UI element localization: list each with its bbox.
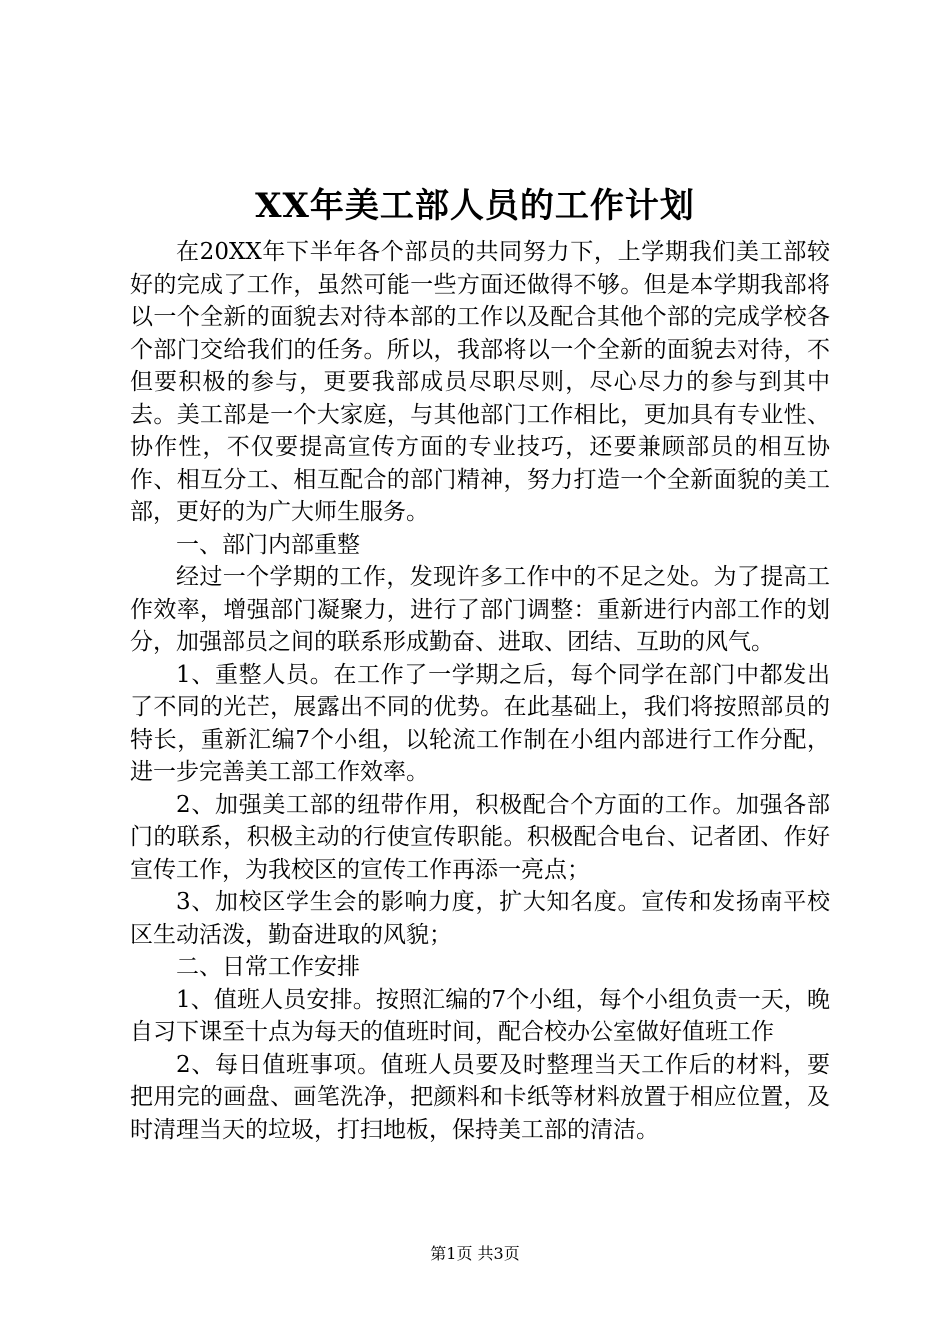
section-heading-2: 二、日常工作安排 bbox=[176, 954, 360, 980]
page-number-footer: 第1页 共3页 bbox=[430, 1244, 520, 1263]
intro-paragraph: 在20XX年下半年各个部员的共同努力下，上学期我们美工部较好的完成了工作，虽然可能一些方面还做得不够。但是本学期我部将以一个全新的面貌去对待本部的工作以及配合其他个部的完成学校各个部门交给我们的任务。所以，我部将以一个全新的面貌去对待，不但要积极的参与，更要我部成员尽职尽则，尽心尽力的参与到其中去。美工部是一个大家庭，与其他部门工作相比，更加具有专业性、协作性，不仅要提高宣传方面的专业技巧，还要兼顾部员的相互协作、相互分工、相互配合的部门精神，努力打造一个全新面貌的美工部，更好的为广大师生服务。 bbox=[130, 239, 830, 525]
section-2-item-1: 1、值班人员安排。按照汇编的7个小组，每个小组负责一天，晚自习下课至十点为每天的值班时间，配合校办公室做好值班工作 bbox=[130, 986, 830, 1045]
section-2-item-2: 2、每日值班事项。值班人员要及时整理当天工作后的材料，要把用完的画盘、画笔洗净，把颜料和卡纸等材料放置于相应位置，及时清理当天的垃圾，打扫地板，保持美工部的清洁。 bbox=[130, 1051, 830, 1143]
section-1-item-2: 2、加强美工部的纽带作用，积极配合个方面的工作。加强各部门的联系，积极主动的行使宣传职能。积极配合电台、记者团、作好宣传工作，为我校区的宣传工作再添一亮点； bbox=[130, 791, 830, 883]
section-1-item-3: 3、加校区学生会的影响力度，扩大知名度。宣传和发扬南平校区生动活泼，勤奋进取的风貌； bbox=[130, 889, 830, 948]
section-1-item-1: 1、重整人员。在工作了一学期之后，每个同学在部门中都发出了不同的光芒，展露出不同的优势。在此基础上，我们将按照部员的特长，重新汇编7个小组，以轮流工作制在小组内部进行工作分配，进一步完善美工部工作效率。 bbox=[130, 661, 830, 785]
section-1-paragraph: 经过一个学期的工作，发现许多工作中的不足之处。为了提高工作效率，增强部门凝聚力，进行了部门调整：重新进行内部工作的划分，加强部员之间的联系形成勤奋、进取、团结、互助的风气。 bbox=[130, 564, 830, 655]
section-heading-1: 一、部门内部重整 bbox=[176, 531, 360, 558]
document-body bbox=[130, 236, 830, 1146]
document-title: XX年美工部人员的工作计划 bbox=[255, 186, 695, 226]
